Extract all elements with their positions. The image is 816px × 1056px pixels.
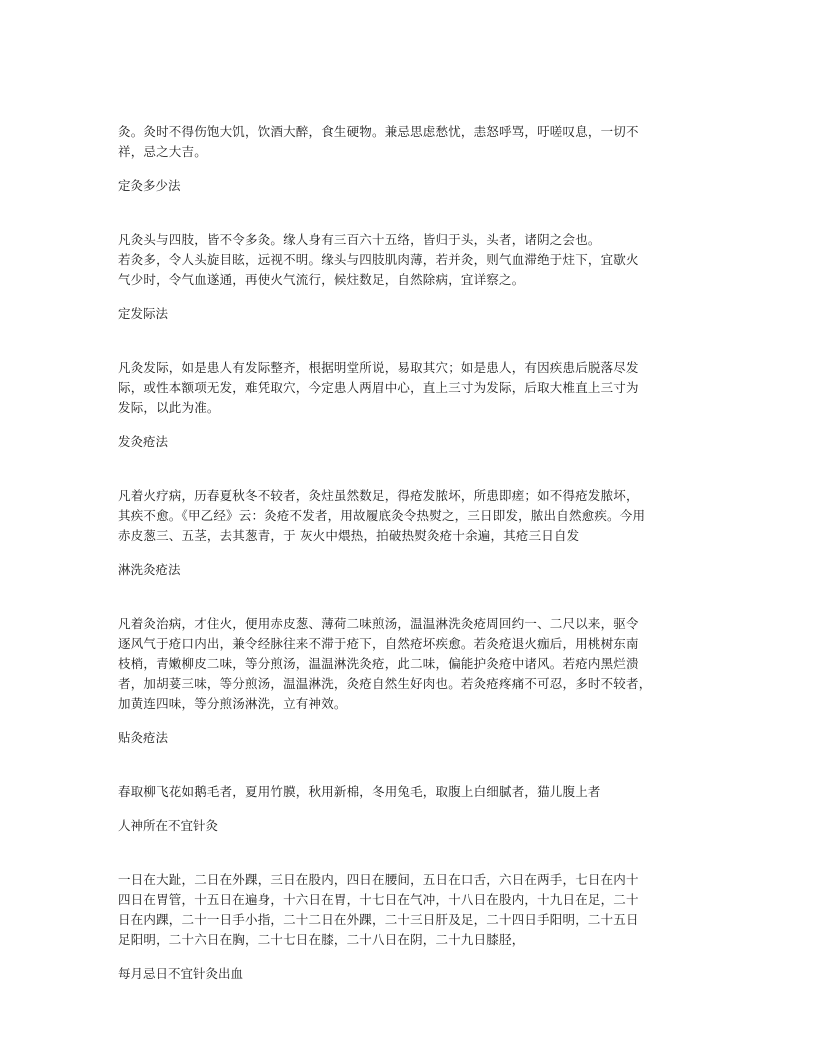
text-line: 赤皮葱三、五茎，去其葱青，于 灰火中煨热，拍破热熨灸疮十余遍，其疮三日自发 <box>118 528 580 543</box>
text-line: 凡着火疗病，历春夏秋冬不较者，灸炷虽然数足，得疮发脓坏，所患即瘥；如不得疮发脓坏， <box>118 488 639 503</box>
text-line: 一日在大趾，二日在外踝，三日在股内，四日在腰间，五日在口舌，六日在两手，七日在内十 <box>118 872 639 887</box>
section-heading: 贴灸疮法 <box>118 730 169 745</box>
text-line: 祥，忌之大吉。 <box>118 144 207 159</box>
text-line: 足阳明，二十六日在胸，二十七日在膝，二十八日在阴，二十九日膝胫， <box>118 932 525 947</box>
section-paragraph <box>118 230 700 290</box>
text-line: 者，加胡荽三味，等分煎汤，温温淋洗，灸疮自然生好肉也。若灸疮疼痛不可忍，多时不较者， <box>118 676 652 691</box>
text-line: 凡灸发际，如是患人有发际整齐，根据明堂所说，易取其穴；如是患人，有因疾患后脱落尽发 <box>118 360 639 375</box>
section-heading: 人神所在不宜针灸 <box>118 818 219 833</box>
text-line: 春取柳飞花如鹅毛者，夏用竹膜，秋用新棉，冬用兔毛，取腹上白细腻者，猫儿腹上者 <box>118 784 601 799</box>
text-line: 际，或性本额项无发，难凭取穴，今定患人两眉中心，直上三寸为发际，后取大椎直上三寸为 <box>118 380 639 395</box>
text-line: 凡着灸治病，才住火，便用赤皮葱、薄荷二味煎汤，温温淋洗灸疮周回约一、二尺以来，驱令 <box>118 616 639 631</box>
section-heading: 淋洗灸疮法 <box>118 562 181 577</box>
section-paragraph <box>118 782 700 802</box>
intro-paragraph <box>118 122 700 162</box>
text-line: 凡灸头与四肢，皆不令多灸。缘人身有三百六十五络，皆归于头，头者，诸阴之会也。 <box>118 232 601 247</box>
text-line: 若灸多，令人头旋目眩，远视不明。缘头与四肢肌肉薄，若并灸，则气血滞绝于炷下，宜歇火 <box>118 252 639 267</box>
text-line: 四日在胃管，十五日在遍身，十六日在胃，十七日在气冲，十八日在股内，十九日在足，二十 <box>118 892 639 907</box>
text-line: 发际，以此为准。 <box>118 400 220 415</box>
section-paragraph <box>118 614 700 714</box>
section-heading: 发灸疮法 <box>118 434 169 449</box>
text-line: 气少时，令气血遂通，再使火气流行，候炷数足，自然除病，宜详察之。 <box>118 272 525 287</box>
text-line: 枝梢，青嫩柳皮二味，等分煎汤，温温淋洗灸疮，此二味，偏能护灸疮中诸风。若疮内黑烂溃 <box>118 656 639 671</box>
section-heading: 定灸多少法 <box>118 178 181 193</box>
section-paragraph <box>118 870 700 950</box>
section-paragraph <box>118 358 700 418</box>
section-heading: 每月忌日不宜针灸出血 <box>118 966 244 981</box>
section-paragraph <box>118 486 700 546</box>
text-line: 逐风气于疮口内出，兼令经脉往来不滞于疮下，自然疮坏疾愈。若灸疮退火痂后，用桃树东南 <box>118 636 639 651</box>
text-line: 加黄连四味，等分煎汤淋洗，立有神效。 <box>118 696 347 711</box>
section-heading: 定发际法 <box>118 306 169 321</box>
text-line: 灸。灸时不得伤饱大饥，饮酒大醉，食生硬物。兼忌思虑愁忧，恚怒呼骂，吁嗟叹息，一切不 <box>118 124 639 139</box>
text-line: 其疾不愈。《甲乙经》云：灸疮不发者，用故履底灸令热熨之，三日即发，脓出自然愈疾。今用 <box>118 508 646 523</box>
text-line: 日在内踝，二十一日手小指，二十二日在外踝，二十三日肝及足，二十四日手阳明，二十五日 <box>118 912 639 927</box>
